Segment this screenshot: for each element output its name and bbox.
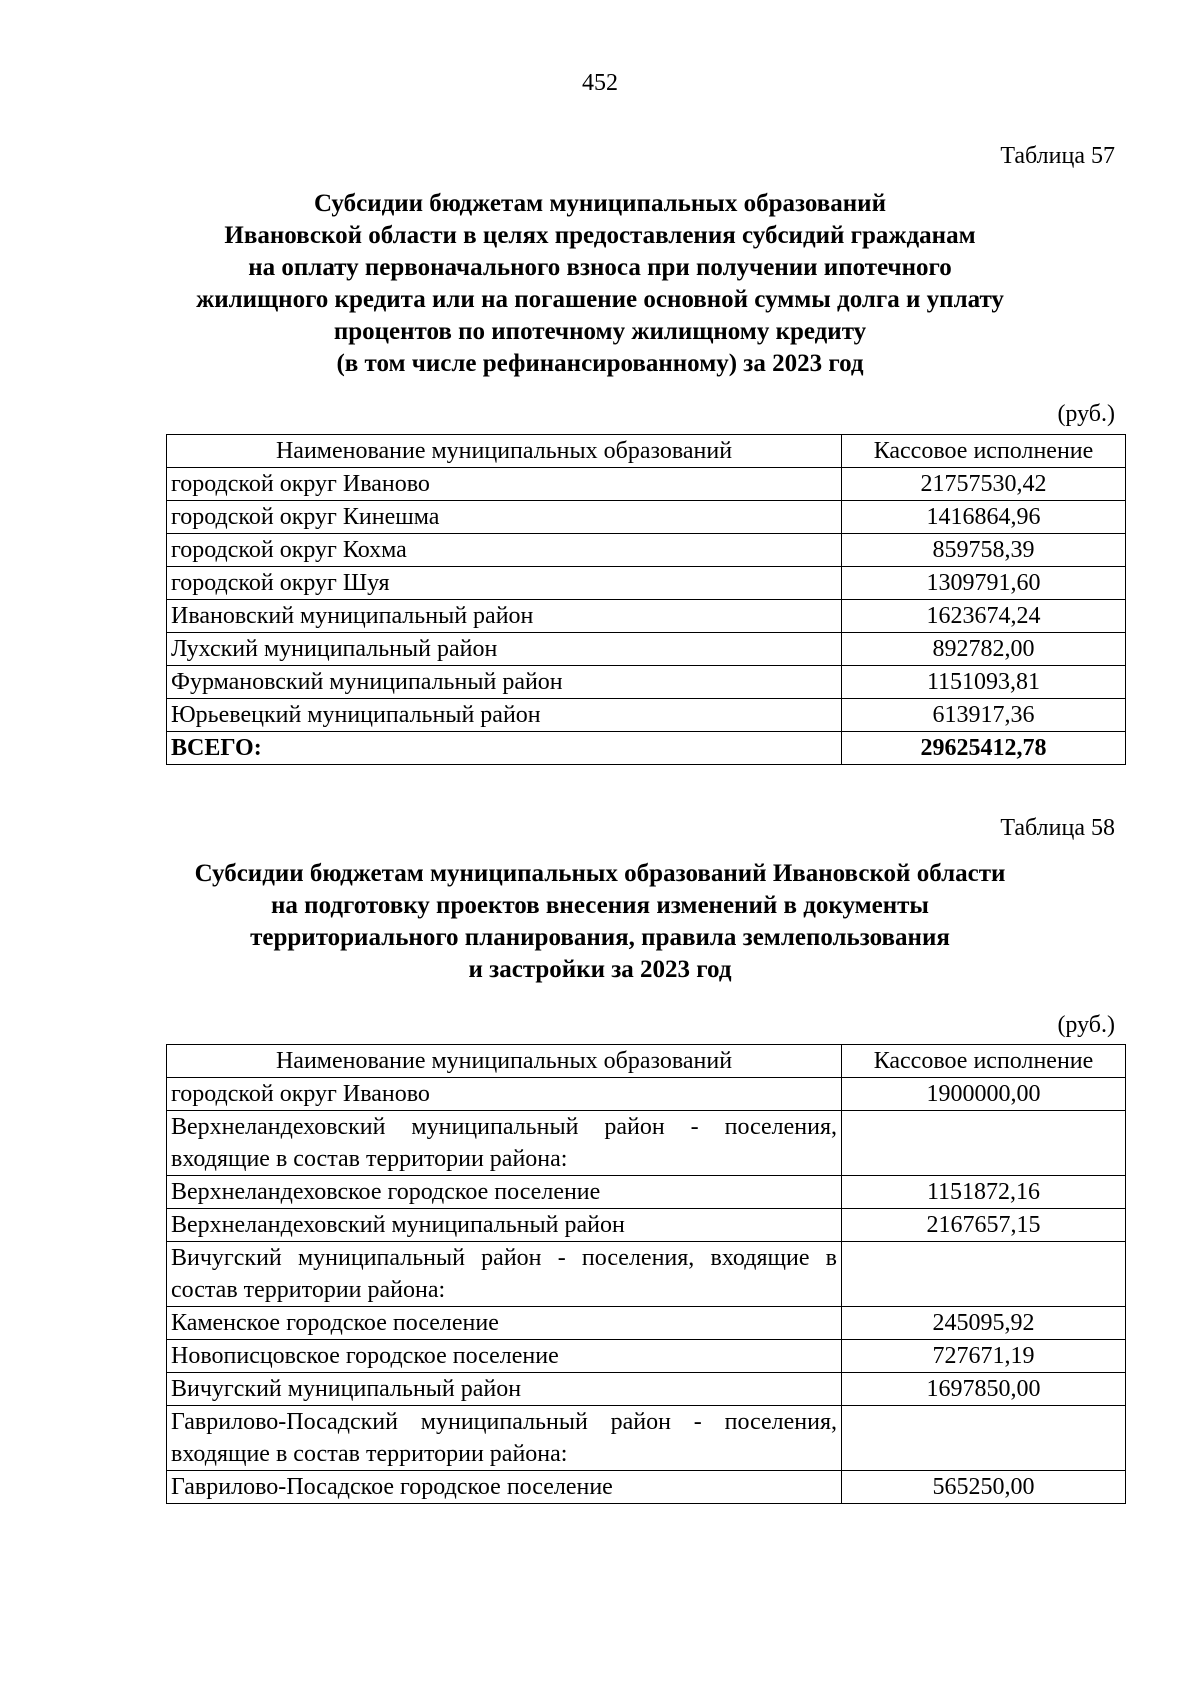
row-value: 245095,92 [842, 1307, 1126, 1340]
table-58-title [100, 858, 1100, 986]
title-line: Субсидии бюджетам муниципальных образований Ивановской области [194, 860, 1006, 887]
row-name: Каменское городское поселение [167, 1307, 842, 1340]
row-value [842, 1111, 1126, 1176]
header-value: Кассовое исполнение [842, 435, 1126, 468]
row-value: 1416864,96 [842, 501, 1126, 534]
title-line: территориального планирования, правила землепользования [250, 924, 950, 951]
total-label: ВСЕГО: [167, 732, 842, 765]
row-name: городской округ Иваново [167, 468, 842, 501]
row-name: Юрьевецкий муниципальный район [167, 699, 842, 732]
table-row [167, 699, 1126, 732]
row-name: Верхнеландеховское городское поселение [167, 1176, 842, 1209]
row-name: Верхнеландеховский муниципальный район [167, 1209, 842, 1242]
table-57-units: (руб.) [1057, 401, 1115, 427]
title-line: и застройки за 2023 год [468, 956, 732, 983]
table-row [167, 1471, 1126, 1504]
row-name: Вичугский муниципальный район - поселения, входящие в состав территории района: [167, 1242, 842, 1307]
table-row [167, 1340, 1126, 1373]
header-value: Кассовое исполнение [842, 1045, 1126, 1078]
table-57 [166, 434, 1126, 765]
title-line: на оплату первоначального взноса при получении ипотечного [248, 254, 952, 281]
table-group-row [167, 1111, 1126, 1176]
table-header-row [167, 1045, 1126, 1078]
row-name: Лухский муниципальный район [167, 633, 842, 666]
row-name: городской округ Шуя [167, 567, 842, 600]
table-58-label: Таблица 58 [1000, 815, 1115, 841]
table-row [167, 501, 1126, 534]
page-number: 452 [582, 70, 618, 96]
table-row [167, 1078, 1126, 1111]
row-name: городской округ Кинешма [167, 501, 842, 534]
row-value [842, 1406, 1126, 1471]
row-value [842, 1242, 1126, 1307]
row-name: Новописцовское городское поселение [167, 1340, 842, 1373]
title-line: Ивановской области в целях предоставления субсидий гражданам [224, 222, 976, 249]
title-line: процентов по ипотечному жилищному кредиту [333, 318, 867, 345]
total-value: 29625412,78 [842, 732, 1126, 765]
table-row [167, 1307, 1126, 1340]
row-name: Ивановский муниципальный район [167, 600, 842, 633]
table-header-row [167, 435, 1126, 468]
title-line: жилищного кредита или на погашение основной суммы долга и уплату [196, 286, 1004, 313]
row-value: 859758,39 [842, 534, 1126, 567]
row-value: 2167657,15 [842, 1209, 1126, 1242]
row-value: 1900000,00 [842, 1078, 1126, 1111]
row-value: 727671,19 [842, 1340, 1126, 1373]
table-group-row [167, 1242, 1126, 1307]
row-name: городской округ Кохма [167, 534, 842, 567]
row-name: Верхнеландеховский муниципальный район - поселения, входящие в состав территории района: [167, 1111, 842, 1176]
row-value: 613917,36 [842, 699, 1126, 732]
table-row [167, 468, 1126, 501]
header-name: Наименование муниципальных образований [167, 1045, 842, 1078]
row-value: 565250,00 [842, 1471, 1126, 1504]
table-row [167, 1176, 1126, 1209]
table-row [167, 600, 1126, 633]
table-58 [166, 1044, 1126, 1504]
title-line: на подготовку проектов внесения изменений в документы [271, 892, 929, 919]
table-57-label: Таблица 57 [1000, 143, 1115, 169]
table-58-body [167, 1078, 1126, 1504]
row-name: городской округ Иваново [167, 1078, 842, 1111]
table-row [167, 633, 1126, 666]
table-row [167, 567, 1126, 600]
table-57-title [100, 188, 1100, 380]
table-row [167, 1209, 1126, 1242]
row-value: 1309791,60 [842, 567, 1126, 600]
title-line: Субсидии бюджетам муниципальных образований [314, 190, 886, 217]
row-name: Гаврилово-Посадский муниципальный район - поселения, входящие в состав территории района: [167, 1406, 842, 1471]
table-group-row [167, 1406, 1126, 1471]
table-row [167, 534, 1126, 567]
row-name: Гаврилово-Посадское городское поселение [167, 1471, 842, 1504]
header-name: Наименование муниципальных образований [167, 435, 842, 468]
row-value: 1151093,81 [842, 666, 1126, 699]
table-row [167, 666, 1126, 699]
row-value: 892782,00 [842, 633, 1126, 666]
row-value: 21757530,42 [842, 468, 1126, 501]
row-value: 1151872,16 [842, 1176, 1126, 1209]
title-line: (в том числе рефинансированному) за 2023 год [336, 350, 864, 377]
row-value: 1697850,00 [842, 1373, 1126, 1406]
table-57-body [167, 468, 1126, 765]
table-58-units: (руб.) [1057, 1012, 1115, 1038]
table-row [167, 1373, 1126, 1406]
table-total-row [167, 732, 1126, 765]
row-name: Фурмановский муниципальный район [167, 666, 842, 699]
row-value: 1623674,24 [842, 600, 1126, 633]
row-name: Вичугский муниципальный район [167, 1373, 842, 1406]
